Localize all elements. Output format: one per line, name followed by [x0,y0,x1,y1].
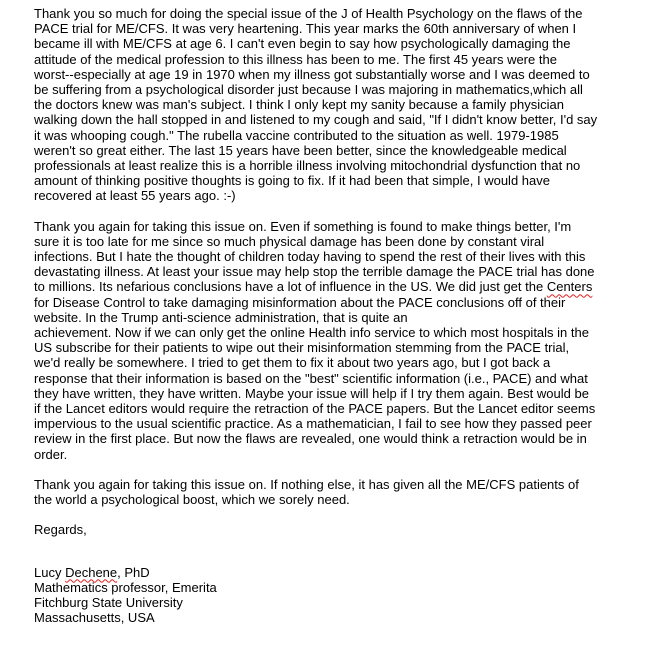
signature-title: Mathematics professor, Emerita [34,579,217,595]
closing-line: Regards, [34,522,87,538]
signature-name-line [34,565,634,580]
spellcheck-word-centers[interactable]: Centers [546,279,593,295]
paragraph-2-text-a: Thank you again for taking this issue on. Even if something is found to make things better, I'm sure it is too late for me since so much physical damage has been done by constant viral infections. But I hate the thought of children today having to spend the rest of their lives with this devastating illness. At least your issue may help stop the terrible damage the PACE trial has done to millions. Its nefarious conclusions have a lot of influence in the US. We did just get the [34,218,595,295]
letter-body [34,6,634,625]
paragraph-1: Thank you so much for doing the special issue of the J of Health Psychology on the flaws of the PACE trial for ME/CFS. It was very heartening. This year marks the 60th anniversary of when I became ill with ME/CFS at age 6. I can't even begin to say how psychologically damaging the attitude of the medical profession to this illness has been to me. The first 45 years were the worst--especially at age 19 in 1970 when my illness got substantially worse and I was deemed to be suffering from a psychological disorder just because I was majoring in mathematics,which all the doctors knew was man's subject. I think I only kept my sanity because a family physician walking down the hall stopped in and listened to my cough and said, "If I didn't know better, I'd say it was whooping cough." The rubella vaccine contributed to the situation as well. 1979-1985 weren't so great either. The last 15 years have been better, since the knowledgeable medical professionals at least realize this is a horrible illness involving mitochondrial dysfunction that no amount of thinking positive thoughts is going to fix. If it had been that simple, I would have recovered at least 55 years ago. :-) [34,6,598,204]
signature-first-name: Lucy [34,564,62,580]
signature-block [34,565,634,626]
paragraph-2 [34,219,634,462]
spellcheck-word-dechene[interactable]: Dechene [65,564,118,580]
paragraph-3: Thank you again for taking this issue on. If nothing else, it has given all the ME/CFS patients of the world a psychological boost, which we sorely need. [34,476,579,508]
signature-location: Massachusetts, USA [34,610,155,626]
paragraph-2-text-b: for Disease Control to take damaging misinformation about the PACE conclusions off of their website. In the Trump anti-science administration, that is quite an achievement. Now if we can only get the online Health info service to which most hospitals in the US subscribe for their patients to wipe out their misinformation stemming from the PACE trial, we'd really be somewhere. I tried to get them to fix it about two years ago, but I got back a response that their information is based on the "best" scientific information (i.e., PACE) and what they have written, they have written. Maybe your issue will help if I try them again. Best would be if the Lancet editors would require the retraction of the PACE papers. But the Lancet editor seems impervious to the usual scientific practice. As a mathematician, I fail to see how they passed peer review in the first place. But now the flaws are revealed, one would think a retraction would be in order. [34,294,596,462]
signature-degree: , PhD [117,564,150,580]
signature-institution: Fitchburg State University [34,594,183,610]
